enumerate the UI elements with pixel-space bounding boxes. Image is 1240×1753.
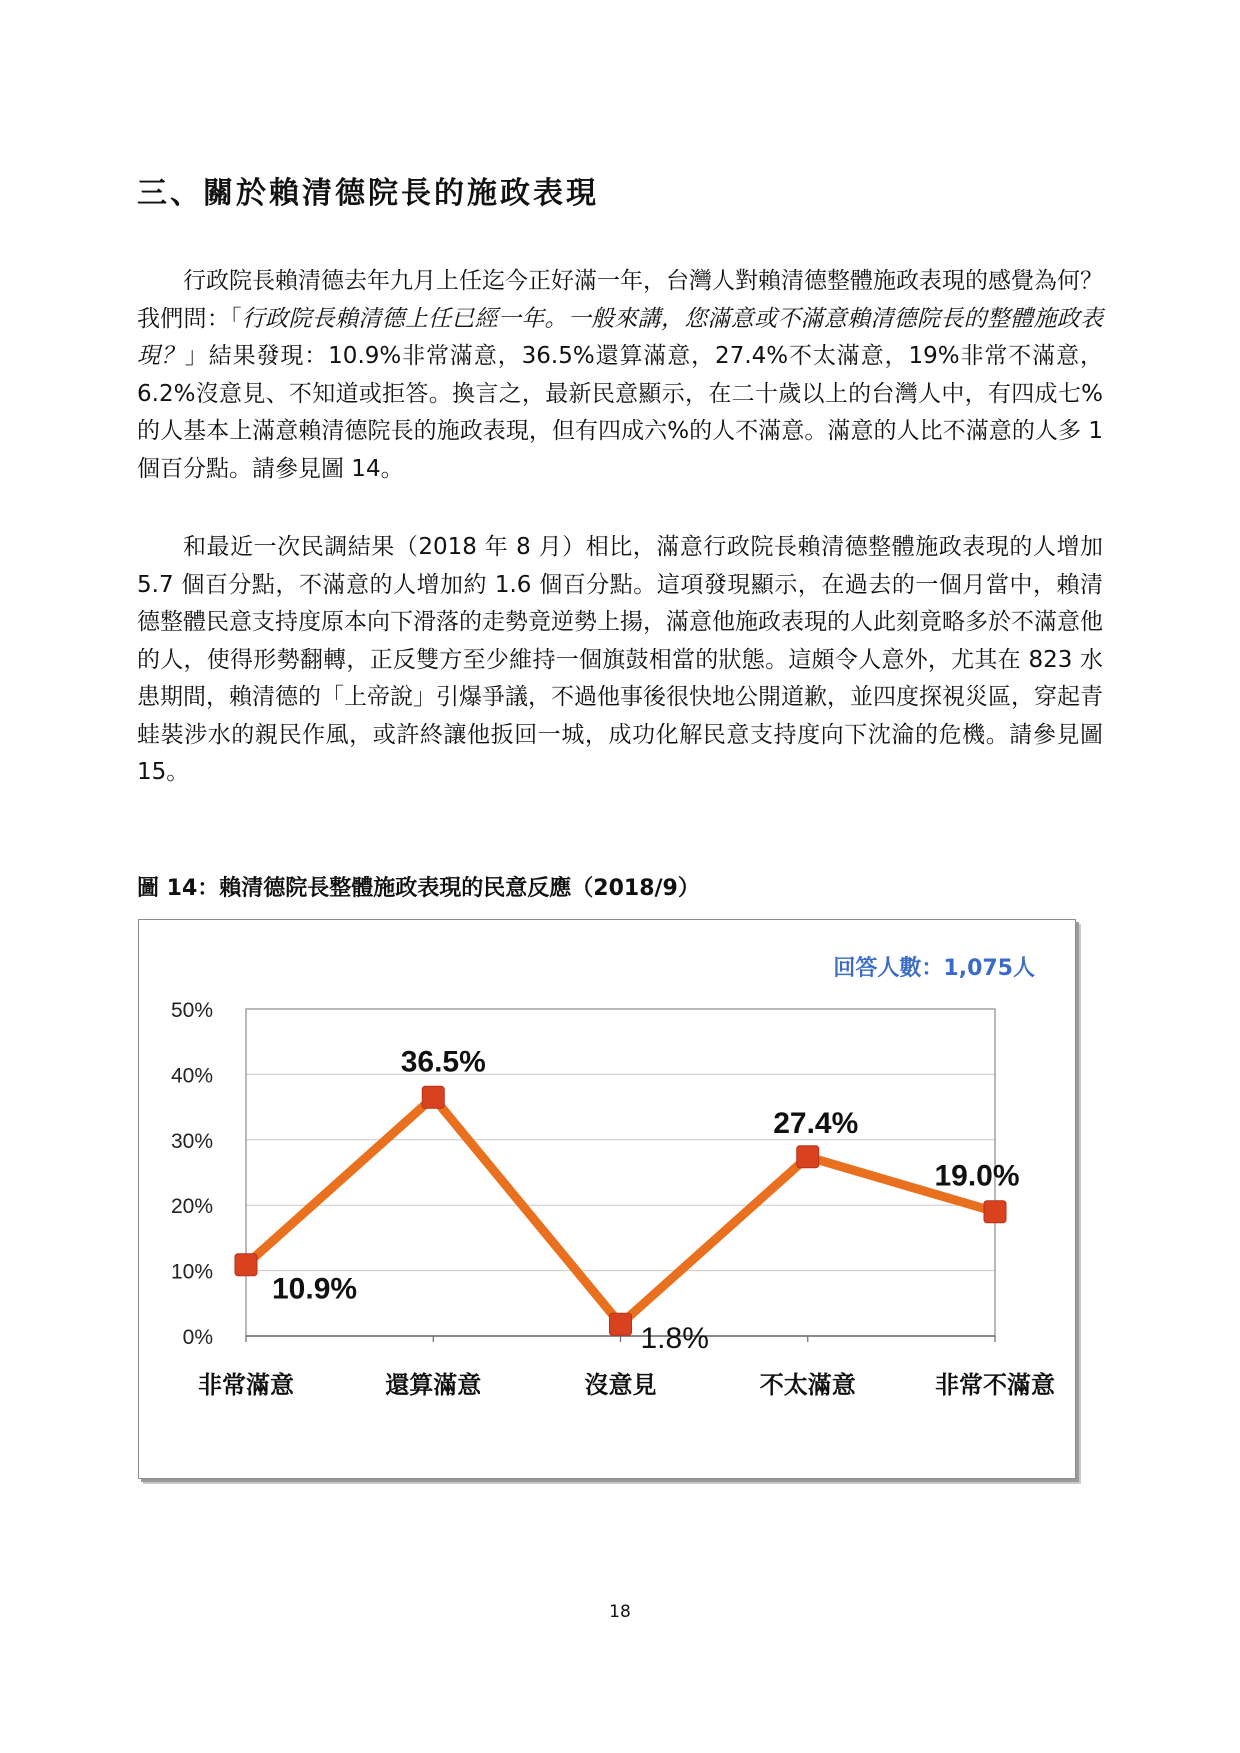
x-category-label: 非常不滿意 <box>935 1371 1055 1399</box>
y-tick-label: 10% <box>170 1260 213 1284</box>
data-label: 10.9% <box>272 1272 358 1306</box>
paragraph-2: 和最近一次民調結果（2018 年 8 月）相比，滿意行政院長賴清德整體施政表現的人增加 5.7 個百分點，不滿意的人增加約 1.6 個百分點。這項發現顯示，在過去的一個月當中，賴清德整體民意支持度原本向下滑落的走勢竟逆勢上揚，滿意他施政表現的人此刻竟略多於不滿意他的人，使得形勢翻轉，正反雙方至少維持一個旗鼓相當的狀態。這頗令人意外，尤其在 823 水患期間，賴清德的「上帝說」引爆爭議，不過他事後很快地公開道歉，並四度探視災區，穿起青蛙裝涉水的親民作風，或許終讓他扳回一城，成功化解民意支持度向下沈淪的危機。請參見圖 15。 <box>137 534 1103 785</box>
x-category-label: 沒意見 <box>584 1371 657 1399</box>
data-label: 1.8% <box>640 1322 709 1356</box>
x-category-label: 不太滿意 <box>759 1371 856 1399</box>
data-label: 19.0% <box>934 1159 1020 1193</box>
data-label: 36.5% <box>400 1045 486 1079</box>
section-title: 三、關於賴清德院長的施政表現 <box>137 176 599 211</box>
data-point-marker <box>984 1201 1006 1223</box>
y-tick-label: 50% <box>170 999 213 1022</box>
data-point-marker <box>797 1146 819 1168</box>
respondent-count-annotation: 回答人數：1,075人 <box>833 956 1035 981</box>
y-tick-label: 0% <box>182 1326 213 1349</box>
line-chart <box>139 920 1075 1478</box>
paragraph-1-text-a: 行政院長賴清德去年九月上任迄今正好滿一年，台灣人對賴清德整體施政表現的感覺為何？我們問：「 <box>137 268 1103 332</box>
x-category-label: 還算滿意 <box>385 1371 482 1399</box>
data-label: 27.4% <box>773 1106 859 1140</box>
data-point-marker <box>610 1313 632 1335</box>
y-tick-label: 20% <box>170 1195 213 1219</box>
survey-question-quote: 行政院長賴清德上任已經一年。一般來講，您滿意或不滿意賴清德院長的整體施政表現？ <box>137 305 1104 369</box>
series-line <box>246 1097 995 1324</box>
y-tick-label: 40% <box>170 1064 213 1088</box>
data-point-marker <box>422 1086 444 1108</box>
data-point-marker <box>235 1254 257 1276</box>
paragraph-1 <box>137 263 1103 488</box>
x-category-label: 非常滿意 <box>198 1371 294 1399</box>
plot-area-border <box>246 1009 995 1336</box>
y-tick-label: 30% <box>170 1129 213 1153</box>
figure-caption: 圖 14：賴清德院長整體施政表現的民意反應（2018/9） <box>137 876 700 901</box>
page-number: 18 <box>609 1602 631 1622</box>
paragraph-1-text-b: 」結果發現：10.9%非常滿意，36.5%還算滿意，27.4%不太滿意，19%非常不滿意，6.2%沒意見、不知道或拒答。換言之，最新民意顯示，在二十歲以上的台灣人中，有四成七%的人基本上滿意賴清德院長的施政表現，但有四成六%的人不滿意。滿意的人比不滿意的人多 1 個百分點。請參見圖 14。 <box>137 343 1103 482</box>
chart-frame <box>138 919 1076 1479</box>
